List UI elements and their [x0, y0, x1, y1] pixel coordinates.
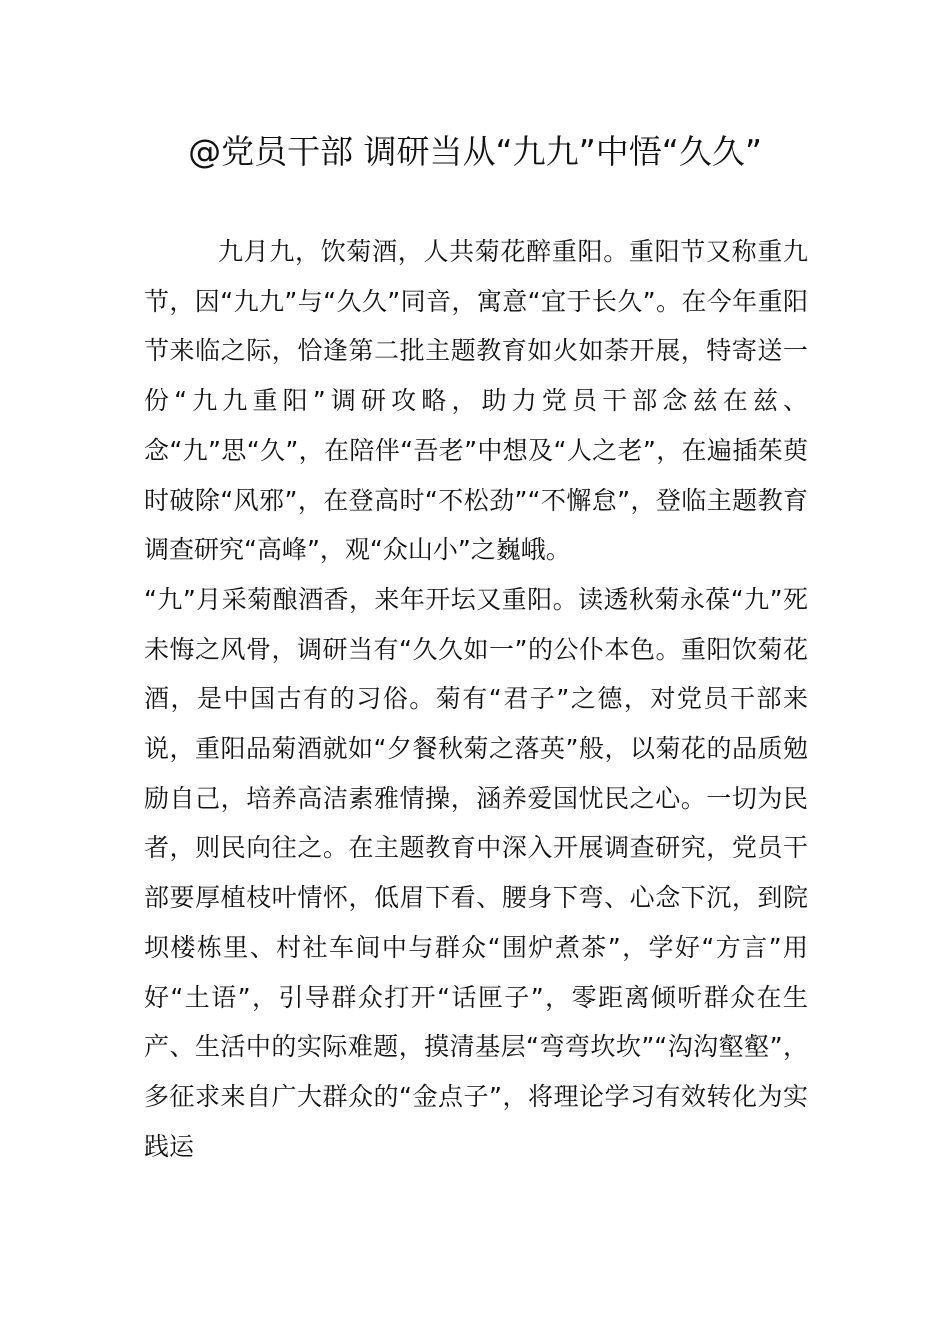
document-title: @党员干部 调研当从“九九”中悟“久久”	[188, 132, 762, 171]
paragraph: “九”月采菊酿酒香，来年开坛又重阳。读透秋菊永葆“九”死未悔之风骨，调研当有“久久如一”的公仆本色。重阳饮菊花酒，是中国古有的习俗。菊有“君子”之德，对党员干部来说，重阳品菊酒就如“夕餐秋菊之落英”般，以菊花的品质勉励自己，培养高洁素雅情操，涵养爱国忧民之心。一切为民者，则民向往之。在主题教育中深入开展调查研究，党员干部要厚植枝叶情怀，低眉下看、腰身下弯、心念下沉，到院坝楼栋里、村社车间中与群众“围炉煮茶”，学好“方言”用好“土语”，引导群众打开“话匣子”，零距离倾听群众在生产、生活中的实际难题，摸清基层“弯弯坎坎”“沟沟壑壑”，多征求来自广大群众的“金点子”，将理论学习有效转化为实践运	[144, 584, 808, 1161]
document-body	[144, 227, 808, 1171]
paragraph: 九月九，饮菊酒，人共菊花醉重阳。重阳节又称重九节，因“九九”与“久久”同音，寓意“宜于长久”。在今年重阳节来临之际，恰逢第二批主题教育如火如荼开展，特寄送一份“九九重阳”调研攻略，助力党员干部念兹在兹、念“九”思“久”，在陪伴“吾老”中想及“人之老”，在遍插茱萸时破除“风邪”，在登高时“不松劲”“不懈怠”，登临主题教育调查研究“高峰”，观“众山小”之巍峨。	[144, 237, 808, 565]
